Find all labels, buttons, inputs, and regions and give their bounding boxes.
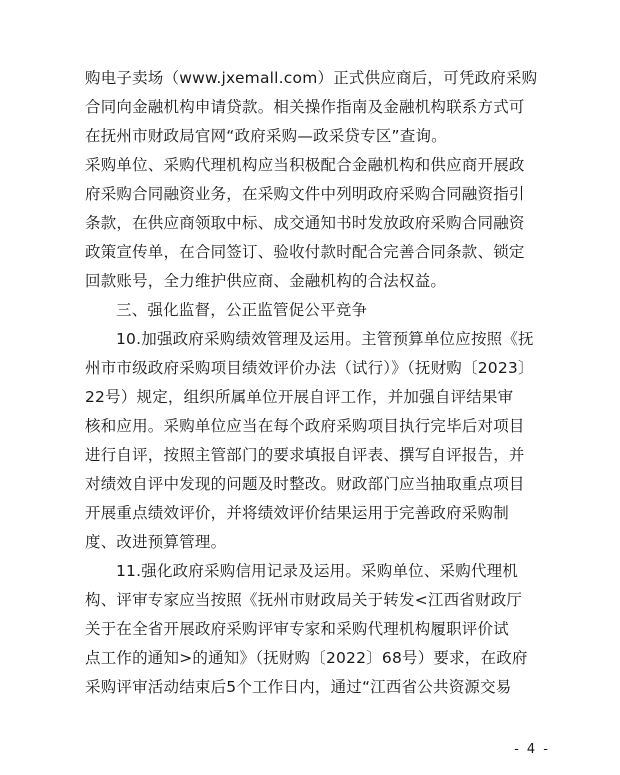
document-body: [85, 64, 555, 702]
section-heading: 三、强化监督，公正监管促公平竞争: [116, 301, 368, 319]
text-line-7: 政策宣传单，在合同签订、验收付款时配合完善合同条款、锁定: [85, 243, 525, 261]
text-line-1: 购电子卖场（www.jxemall.com）正式供应商后，可凭政府采购: [85, 69, 538, 87]
text-line-12: 22号）规定，组织所属单位开展自评工作，并加强自评结果审: [85, 388, 514, 406]
text-line-3: 在抚州市财政局官网“政府采购—政采贷专区”查询。: [85, 127, 447, 145]
text-line-17: 度、改进预算管理。: [85, 533, 227, 551]
text-line-6: 条款，在供应商领取中标、成交通知书时发放政府采购合同融资: [85, 214, 525, 232]
text-line-10: 10.加强政府采购绩效管理及运用。主管预算单位应按照《抚: [116, 330, 534, 348]
text-line-18: 11.强化政府采购信用记录及运用。采购单位、采购代理机: [116, 562, 519, 580]
text-line-15: 对绩效自评中发现的问题及时整改。财政部门应当抽取重点项目: [85, 475, 525, 493]
text-line-20: 关于在全省开展政府采购评审专家和采购代理机构履职评价试: [85, 620, 509, 638]
page-number: - 4 -: [514, 742, 550, 757]
text-line-8: 回款账号，全力维护供应商、金融机构的合法权益。: [85, 272, 447, 290]
text-line-16: 开展重点绩效评价，并将绩效评价结果运用于完善政府采购制: [85, 504, 509, 522]
text-line-4: 采购单位、采购代理机构应当积极配合金融机构和供应商开展政: [85, 156, 525, 174]
text-line-14: 进行自评，按照主管部门的要求填报自评表、撰写自评报告，并: [85, 446, 525, 464]
text-line-11: 州市市级政府采购项目绩效评价办法（试行）》（抚财购〔2023〕: [85, 359, 534, 377]
text-line-5: 府采购合同融资业务，在采购文件中列明政府采购合同融资指引: [85, 185, 525, 203]
text-line-2: 合同向金融机构申请贷款。相关操作指南及金融机构联系方式可: [85, 98, 525, 116]
text-line-13: 核和应用。采购单位应当在每个政府采购项目执行完毕后对项目: [85, 417, 525, 435]
text-line-19: 构、评审专家应当按照《抚州市财政局关于转发<江西省财政厅: [85, 591, 523, 609]
text-line-22: 采购评审活动结束后5个工作日内，通过“江西省公共资源交易: [85, 678, 512, 696]
text-line-21: 点工作的通知>的通知》（抚财购〔2022〕68号）要求，在政府: [85, 649, 528, 667]
